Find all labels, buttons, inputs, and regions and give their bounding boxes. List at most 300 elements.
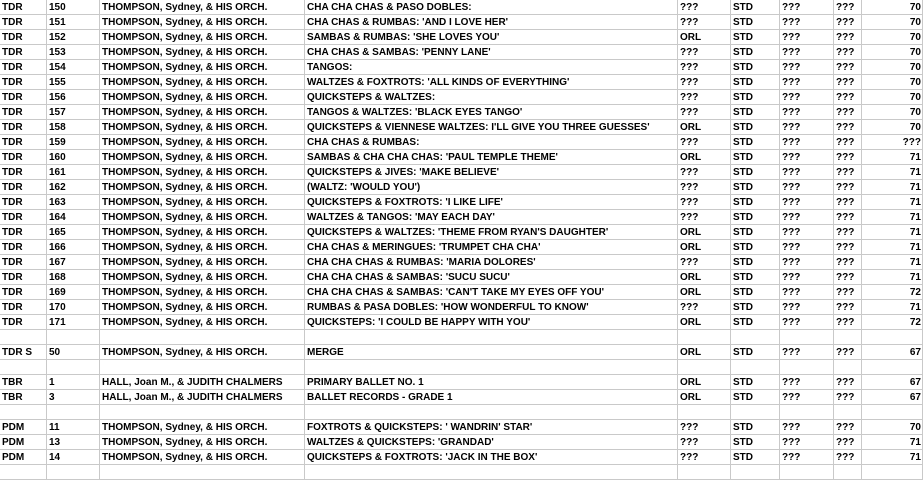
cell-col-label[interactable]: TDR: [0, 255, 47, 270]
cell-col-title[interactable]: CHA CHAS & RUMBAS: 'AND I LOVE HER': [305, 15, 678, 30]
table-row: [0, 255, 923, 270]
cell-col-b[interactable]: ???: [834, 375, 862, 390]
table-row: [0, 60, 923, 75]
cell-col-format[interactable]: ???: [678, 255, 731, 270]
cell-col-artist[interactable]: THOMPSON, Sydney, & HIS ORCH.: [100, 240, 305, 255]
cell-col-b[interactable]: ???: [834, 435, 862, 450]
cell-col-title[interactable]: [305, 330, 678, 345]
cell-col-speed[interactable]: STD: [731, 135, 780, 150]
cell-col-number[interactable]: [47, 405, 100, 420]
cell-col-year[interactable]: 71: [862, 435, 923, 450]
cell-col-b[interactable]: ???: [834, 60, 862, 75]
cell-col-year[interactable]: 72: [862, 315, 923, 330]
cell-col-title[interactable]: QUICKSTEPS & WALTZES:: [305, 90, 678, 105]
cell-col-title[interactable]: RUMBAS & PASA DOBLES: 'HOW WONDERFUL TO KNOW': [305, 300, 678, 315]
cell-col-speed[interactable]: STD: [731, 180, 780, 195]
cell-col-speed[interactable]: STD: [731, 450, 780, 465]
cell-col-artist[interactable]: THOMPSON, Sydney, & HIS ORCH.: [100, 180, 305, 195]
cell-col-title[interactable]: FOXTROTS & QUICKSTEPS: ' WANDRIN' STAR': [305, 420, 678, 435]
cell-col-b[interactable]: ???: [834, 165, 862, 180]
cell-col-artist[interactable]: THOMPSON, Sydney, & HIS ORCH.: [100, 450, 305, 465]
cell-col-a[interactable]: ???: [780, 390, 834, 405]
cell-col-format[interactable]: ???: [678, 300, 731, 315]
cell-col-a[interactable]: ???: [780, 195, 834, 210]
cell-col-artist[interactable]: THOMPSON, Sydney, & HIS ORCH.: [100, 225, 305, 240]
cell-col-b[interactable]: [834, 330, 862, 345]
cell-col-year[interactable]: 70: [862, 0, 923, 15]
cell-col-format[interactable]: ORL: [678, 120, 731, 135]
cell-col-title[interactable]: TANGOS:: [305, 60, 678, 75]
cell-col-number[interactable]: 166: [47, 240, 100, 255]
cell-col-artist[interactable]: [100, 330, 305, 345]
cell-col-format[interactable]: ???: [678, 180, 731, 195]
cell-col-label[interactable]: TDR: [0, 210, 47, 225]
cell-col-number[interactable]: 164: [47, 210, 100, 225]
cell-col-format[interactable]: [678, 330, 731, 345]
cell-col-title[interactable]: [305, 465, 678, 480]
cell-col-format[interactable]: ???: [678, 75, 731, 90]
cell-col-number[interactable]: 152: [47, 30, 100, 45]
cell-col-title[interactable]: CHA CHA CHAS & PASO DOBLES:: [305, 0, 678, 15]
cell-col-format[interactable]: [678, 465, 731, 480]
cell-col-b[interactable]: ???: [834, 120, 862, 135]
cell-col-a[interactable]: ???: [780, 210, 834, 225]
cell-col-label[interactable]: TDR: [0, 270, 47, 285]
cell-col-a[interactable]: ???: [780, 0, 834, 15]
cell-col-format[interactable]: ???: [678, 0, 731, 15]
cell-col-b[interactable]: ???: [834, 285, 862, 300]
cell-col-b[interactable]: ???: [834, 45, 862, 60]
cell-col-title[interactable]: BALLET RECORDS - GRADE 1: [305, 390, 678, 405]
cell-col-label[interactable]: TDR: [0, 225, 47, 240]
cell-col-speed[interactable]: STD: [731, 105, 780, 120]
cell-col-format[interactable]: [678, 360, 731, 375]
cell-col-b[interactable]: ???: [834, 270, 862, 285]
cell-col-label[interactable]: TDR: [0, 135, 47, 150]
cell-col-number[interactable]: 150: [47, 0, 100, 15]
cell-col-artist[interactable]: THOMPSON, Sydney, & HIS ORCH.: [100, 270, 305, 285]
cell-col-artist[interactable]: HALL, Joan M., & JUDITH CHALMERS: [100, 375, 305, 390]
cell-col-artist[interactable]: THOMPSON, Sydney, & HIS ORCH.: [100, 300, 305, 315]
cell-col-artist[interactable]: [100, 360, 305, 375]
cell-col-label[interactable]: TDR: [0, 105, 47, 120]
cell-col-a[interactable]: ???: [780, 450, 834, 465]
cell-col-year[interactable]: 70: [862, 60, 923, 75]
cell-col-number[interactable]: 162: [47, 180, 100, 195]
cell-col-number[interactable]: 11: [47, 420, 100, 435]
cell-col-year[interactable]: ???: [862, 135, 923, 150]
cell-col-label[interactable]: PDM: [0, 420, 47, 435]
cell-col-b[interactable]: ???: [834, 30, 862, 45]
cell-col-format[interactable]: ???: [678, 15, 731, 30]
cell-col-b[interactable]: ???: [834, 255, 862, 270]
cell-col-number[interactable]: 160: [47, 150, 100, 165]
cell-col-a[interactable]: ???: [780, 90, 834, 105]
cell-col-format[interactable]: ???: [678, 420, 731, 435]
cell-col-artist[interactable]: THOMPSON, Sydney, & HIS ORCH.: [100, 45, 305, 60]
cell-col-year[interactable]: 70: [862, 90, 923, 105]
cell-col-speed[interactable]: STD: [731, 375, 780, 390]
cell-col-label[interactable]: TDR: [0, 0, 47, 15]
cell-col-b[interactable]: ???: [834, 420, 862, 435]
cell-col-number[interactable]: 165: [47, 225, 100, 240]
table-row: [0, 30, 923, 45]
cell-col-speed[interactable]: STD: [731, 315, 780, 330]
cell-col-speed[interactable]: STD: [731, 30, 780, 45]
cell-col-year[interactable]: 67: [862, 390, 923, 405]
cell-col-artist[interactable]: THOMPSON, Sydney, & HIS ORCH.: [100, 165, 305, 180]
cell-col-number[interactable]: 50: [47, 345, 100, 360]
table-row: [0, 405, 923, 420]
cell-col-artist[interactable]: THOMPSON, Sydney, & HIS ORCH.: [100, 195, 305, 210]
cell-col-year[interactable]: 71: [862, 300, 923, 315]
cell-col-number[interactable]: 163: [47, 195, 100, 210]
cell-col-number[interactable]: [47, 465, 100, 480]
cell-col-artist[interactable]: THOMPSON, Sydney, & HIS ORCH.: [100, 90, 305, 105]
cell-col-speed[interactable]: STD: [731, 60, 780, 75]
cell-col-format[interactable]: ???: [678, 210, 731, 225]
cell-col-artist[interactable]: THOMPSON, Sydney, & HIS ORCH.: [100, 15, 305, 30]
cell-col-speed[interactable]: STD: [731, 210, 780, 225]
cell-col-artist[interactable]: THOMPSON, Sydney, & HIS ORCH.: [100, 345, 305, 360]
cell-col-artist[interactable]: THOMPSON, Sydney, & HIS ORCH.: [100, 105, 305, 120]
cell-col-artist[interactable]: THOMPSON, Sydney, & HIS ORCH.: [100, 315, 305, 330]
cell-col-speed[interactable]: [731, 360, 780, 375]
cell-col-year[interactable]: 72: [862, 285, 923, 300]
cell-col-format[interactable]: ORL: [678, 240, 731, 255]
cell-col-title[interactable]: QUICKSTEPS: 'I COULD BE HAPPY WITH YOU': [305, 315, 678, 330]
cell-col-a[interactable]: ???: [780, 105, 834, 120]
cell-col-label[interactable]: [0, 465, 47, 480]
cell-col-a[interactable]: [780, 360, 834, 375]
cell-col-title[interactable]: SAMBAS & RUMBAS: 'SHE LOVES YOU': [305, 30, 678, 45]
cell-col-speed[interactable]: STD: [731, 0, 780, 15]
cell-col-year[interactable]: 70: [862, 105, 923, 120]
cell-col-title[interactable]: CHA CHAS & SAMBAS: 'PENNY LANE': [305, 45, 678, 60]
cell-col-number[interactable]: 151: [47, 15, 100, 30]
cell-col-speed[interactable]: STD: [731, 285, 780, 300]
cell-col-b[interactable]: ???: [834, 75, 862, 90]
cell-col-format[interactable]: ???: [678, 450, 731, 465]
cell-col-artist[interactable]: THOMPSON, Sydney, & HIS ORCH.: [100, 30, 305, 45]
cell-col-title[interactable]: TANGOS & WALTZES: 'BLACK EYES TANGO': [305, 105, 678, 120]
cell-col-label[interactable]: TDR: [0, 75, 47, 90]
cell-col-title[interactable]: WALTZES & FOXTROTS: 'ALL KINDS OF EVERYTHING': [305, 75, 678, 90]
cell-col-a[interactable]: [780, 465, 834, 480]
cell-col-year[interactable]: 70: [862, 75, 923, 90]
cell-col-a[interactable]: ???: [780, 315, 834, 330]
cell-col-number[interactable]: 153: [47, 45, 100, 60]
cell-col-format[interactable]: ORL: [678, 285, 731, 300]
cell-col-label[interactable]: TDR: [0, 120, 47, 135]
cell-col-speed[interactable]: STD: [731, 255, 780, 270]
cell-col-year[interactable]: 70: [862, 420, 923, 435]
cell-col-title[interactable]: CHA CHAS & RUMBAS:: [305, 135, 678, 150]
cell-col-year[interactable]: 70: [862, 120, 923, 135]
cell-col-number[interactable]: 155: [47, 75, 100, 90]
cell-col-title[interactable]: WALTZES & TANGOS: 'MAY EACH DAY': [305, 210, 678, 225]
cell-col-year[interactable]: 71: [862, 225, 923, 240]
cell-col-number[interactable]: 161: [47, 165, 100, 180]
cell-col-label[interactable]: TDR S: [0, 345, 47, 360]
cell-col-speed[interactable]: [731, 405, 780, 420]
cell-col-title[interactable]: CHA CHAS & MERINGUES: 'TRUMPET CHA CHA': [305, 240, 678, 255]
cell-col-format[interactable]: ORL: [678, 375, 731, 390]
cell-col-title[interactable]: CHA CHA CHAS & SAMBAS: 'SUCU SUCU': [305, 270, 678, 285]
cell-col-label[interactable]: TDR: [0, 45, 47, 60]
cell-col-format[interactable]: [678, 405, 731, 420]
cell-col-b[interactable]: ???: [834, 300, 862, 315]
cell-col-a[interactable]: ???: [780, 420, 834, 435]
cell-col-year[interactable]: 70: [862, 30, 923, 45]
cell-col-title[interactable]: WALTZES & QUICKSTEPS: 'GRANDAD': [305, 435, 678, 450]
cell-col-title[interactable]: QUICKSTEPS & JIVES: 'MAKE BELIEVE': [305, 165, 678, 180]
cell-col-year[interactable]: 71: [862, 165, 923, 180]
cell-col-b[interactable]: [834, 360, 862, 375]
cell-col-speed[interactable]: STD: [731, 270, 780, 285]
cell-col-number[interactable]: 1: [47, 375, 100, 390]
cell-col-label[interactable]: [0, 360, 47, 375]
table-row: [0, 105, 923, 120]
cell-col-format[interactable]: ???: [678, 135, 731, 150]
cell-col-label[interactable]: TDR: [0, 150, 47, 165]
cell-col-a[interactable]: ???: [780, 255, 834, 270]
table-row: [0, 435, 923, 450]
cell-col-year[interactable]: 67: [862, 375, 923, 390]
cell-col-a[interactable]: ???: [780, 75, 834, 90]
table-row: [0, 150, 923, 165]
cell-col-format[interactable]: ???: [678, 435, 731, 450]
cell-col-label[interactable]: TDR: [0, 165, 47, 180]
cell-col-year[interactable]: 71: [862, 450, 923, 465]
cell-col-year[interactable]: 71: [862, 255, 923, 270]
cell-col-a[interactable]: ???: [780, 225, 834, 240]
cell-col-number[interactable]: 154: [47, 60, 100, 75]
cell-col-label[interactable]: TBR: [0, 390, 47, 405]
cell-col-artist[interactable]: THOMPSON, Sydney, & HIS ORCH.: [100, 255, 305, 270]
cell-col-year[interactable]: 71: [862, 270, 923, 285]
cell-col-format[interactable]: ???: [678, 60, 731, 75]
cell-col-a[interactable]: ???: [780, 135, 834, 150]
cell-col-title[interactable]: QUICKSTEPS & WALTZES: 'THEME FROM RYAN'S DAUGHTER': [305, 225, 678, 240]
cell-col-number[interactable]: 169: [47, 285, 100, 300]
cell-col-b[interactable]: ???: [834, 450, 862, 465]
cell-col-label[interactable]: TDR: [0, 285, 47, 300]
cell-col-a[interactable]: ???: [780, 30, 834, 45]
cell-col-artist[interactable]: THOMPSON, Sydney, & HIS ORCH.: [100, 435, 305, 450]
cell-col-a[interactable]: ???: [780, 45, 834, 60]
table-row: [0, 285, 923, 300]
cell-col-label[interactable]: PDM: [0, 450, 47, 465]
cell-col-number[interactable]: 159: [47, 135, 100, 150]
cell-col-number[interactable]: 13: [47, 435, 100, 450]
cell-col-title[interactable]: QUICKSTEPS & FOXTROTS: 'JACK IN THE BOX': [305, 450, 678, 465]
cell-col-b[interactable]: ???: [834, 390, 862, 405]
cell-col-format[interactable]: ORL: [678, 225, 731, 240]
cell-col-speed[interactable]: STD: [731, 15, 780, 30]
cell-col-year[interactable]: 71: [862, 150, 923, 165]
cell-col-label[interactable]: TDR: [0, 180, 47, 195]
cell-col-speed[interactable]: STD: [731, 420, 780, 435]
cell-col-artist[interactable]: THOMPSON, Sydney, & HIS ORCH.: [100, 210, 305, 225]
cell-col-format[interactable]: ???: [678, 165, 731, 180]
cell-col-label[interactable]: TDR: [0, 90, 47, 105]
cell-col-speed[interactable]: STD: [731, 120, 780, 135]
cell-col-speed[interactable]: STD: [731, 300, 780, 315]
cell-col-format[interactable]: ???: [678, 90, 731, 105]
cell-col-a[interactable]: ???: [780, 165, 834, 180]
cell-col-year[interactable]: 71: [862, 210, 923, 225]
cell-col-b[interactable]: ???: [834, 345, 862, 360]
cell-col-b[interactable]: ???: [834, 180, 862, 195]
cell-col-b[interactable]: ???: [834, 15, 862, 30]
cell-col-year[interactable]: [862, 330, 923, 345]
cell-col-number[interactable]: 156: [47, 90, 100, 105]
cell-col-speed[interactable]: STD: [731, 75, 780, 90]
cell-col-label[interactable]: TDR: [0, 240, 47, 255]
cell-col-number[interactable]: 170: [47, 300, 100, 315]
cell-col-b[interactable]: ???: [834, 210, 862, 225]
cell-col-speed[interactable]: [731, 465, 780, 480]
cell-col-a[interactable]: ???: [780, 240, 834, 255]
cell-col-number[interactable]: [47, 330, 100, 345]
cell-col-speed[interactable]: STD: [731, 345, 780, 360]
cell-col-a[interactable]: ???: [780, 150, 834, 165]
cell-col-b[interactable]: ???: [834, 225, 862, 240]
cell-col-a[interactable]: ???: [780, 15, 834, 30]
cell-col-number[interactable]: [47, 360, 100, 375]
cell-col-a[interactable]: ???: [780, 270, 834, 285]
cell-col-a[interactable]: ???: [780, 180, 834, 195]
cell-col-artist[interactable]: THOMPSON, Sydney, & HIS ORCH.: [100, 420, 305, 435]
cell-col-speed[interactable]: STD: [731, 435, 780, 450]
cell-col-title[interactable]: (WALTZ: 'WOULD YOU'): [305, 180, 678, 195]
cell-col-b[interactable]: ???: [834, 105, 862, 120]
cell-col-speed[interactable]: STD: [731, 90, 780, 105]
cell-col-format[interactable]: ORL: [678, 270, 731, 285]
cell-col-label[interactable]: [0, 405, 47, 420]
cell-col-b[interactable]: ???: [834, 315, 862, 330]
cell-col-format[interactable]: ORL: [678, 315, 731, 330]
cell-col-label[interactable]: TDR: [0, 195, 47, 210]
cell-col-label[interactable]: TDR: [0, 15, 47, 30]
cell-col-a[interactable]: ???: [780, 435, 834, 450]
cell-col-a[interactable]: ???: [780, 60, 834, 75]
cell-col-label[interactable]: [0, 330, 47, 345]
cell-col-artist[interactable]: THOMPSON, Sydney, & HIS ORCH.: [100, 135, 305, 150]
cell-col-year[interactable]: [862, 405, 923, 420]
cell-col-number[interactable]: 168: [47, 270, 100, 285]
cell-col-artist[interactable]: HALL, Joan M., & JUDITH CHALMERS: [100, 390, 305, 405]
cell-col-a[interactable]: [780, 405, 834, 420]
cell-col-artist[interactable]: THOMPSON, Sydney, & HIS ORCH.: [100, 285, 305, 300]
cell-col-speed[interactable]: STD: [731, 240, 780, 255]
cell-col-b[interactable]: ???: [834, 150, 862, 165]
cell-col-a[interactable]: [780, 330, 834, 345]
cell-col-year[interactable]: 71: [862, 180, 923, 195]
cell-col-b[interactable]: ???: [834, 0, 862, 15]
cell-col-title[interactable]: SAMBAS & CHA CHA CHAS: 'PAUL TEMPLE THEME': [305, 150, 678, 165]
cell-col-speed[interactable]: STD: [731, 150, 780, 165]
cell-col-format[interactable]: ???: [678, 45, 731, 60]
cell-col-number[interactable]: 171: [47, 315, 100, 330]
cell-col-artist[interactable]: THOMPSON, Sydney, & HIS ORCH.: [100, 120, 305, 135]
cell-col-number[interactable]: 157: [47, 105, 100, 120]
cell-col-number[interactable]: 158: [47, 120, 100, 135]
cell-col-title[interactable]: [305, 405, 678, 420]
cell-col-artist[interactable]: [100, 405, 305, 420]
cell-col-year[interactable]: 71: [862, 240, 923, 255]
cell-col-a[interactable]: ???: [780, 285, 834, 300]
cell-col-year[interactable]: [862, 360, 923, 375]
cell-col-artist[interactable]: THOMPSON, Sydney, & HIS ORCH.: [100, 60, 305, 75]
cell-col-speed[interactable]: STD: [731, 165, 780, 180]
cell-col-format[interactable]: ???: [678, 105, 731, 120]
cell-col-format[interactable]: ORL: [678, 150, 731, 165]
cell-col-speed[interactable]: STD: [731, 225, 780, 240]
cell-col-year[interactable]: 67: [862, 345, 923, 360]
cell-col-number[interactable]: 14: [47, 450, 100, 465]
cell-col-year[interactable]: [862, 465, 923, 480]
cell-col-a[interactable]: ???: [780, 120, 834, 135]
cell-col-b[interactable]: ???: [834, 195, 862, 210]
cell-col-title[interactable]: CHA CHA CHAS & SAMBAS: 'CAN'T TAKE MY EYES OFF YOU': [305, 285, 678, 300]
cell-col-label[interactable]: PDM: [0, 435, 47, 450]
cell-col-artist[interactable]: THOMPSON, Sydney, & HIS ORCH.: [100, 150, 305, 165]
cell-col-artist[interactable]: [100, 465, 305, 480]
cell-col-speed[interactable]: STD: [731, 195, 780, 210]
cell-col-a[interactable]: ???: [780, 375, 834, 390]
cell-col-number[interactable]: 3: [47, 390, 100, 405]
table-row: [0, 195, 923, 210]
table-row: [0, 135, 923, 150]
cell-col-a[interactable]: ???: [780, 345, 834, 360]
cell-col-artist[interactable]: THOMPSON, Sydney, & HIS ORCH.: [100, 0, 305, 15]
cell-col-title[interactable]: CHA CHA CHAS & RUMBAS: 'MARIA DOLORES': [305, 255, 678, 270]
cell-col-title[interactable]: QUICKSTEPS & VIENNESE WALTZES: I'LL GIVE YOU THREE GUESSES': [305, 120, 678, 135]
cell-col-title[interactable]: MERGE: [305, 345, 678, 360]
cell-col-b[interactable]: ???: [834, 90, 862, 105]
table-row: [0, 375, 923, 390]
cell-col-b[interactable]: [834, 465, 862, 480]
cell-col-format[interactable]: ???: [678, 195, 731, 210]
cell-col-year[interactable]: 70: [862, 15, 923, 30]
cell-col-label[interactable]: TDR: [0, 315, 47, 330]
cell-col-format[interactable]: ORL: [678, 345, 731, 360]
cell-col-b[interactable]: ???: [834, 240, 862, 255]
cell-col-label[interactable]: TDR: [0, 60, 47, 75]
cell-col-label[interactable]: TDR: [0, 30, 47, 45]
cell-col-label[interactable]: TDR: [0, 300, 47, 315]
cell-col-title[interactable]: QUICKSTEPS & FOXTROTS: 'I LIKE LIFE': [305, 195, 678, 210]
cell-col-a[interactable]: ???: [780, 300, 834, 315]
cell-col-number[interactable]: 167: [47, 255, 100, 270]
cell-col-title[interactable]: PRIMARY BALLET NO. 1: [305, 375, 678, 390]
cell-col-speed[interactable]: [731, 330, 780, 345]
cell-col-speed[interactable]: STD: [731, 390, 780, 405]
cell-col-title[interactable]: [305, 360, 678, 375]
cell-col-year[interactable]: 70: [862, 45, 923, 60]
cell-col-label[interactable]: TBR: [0, 375, 47, 390]
cell-col-format[interactable]: ORL: [678, 30, 731, 45]
table-row: [0, 270, 923, 285]
cell-col-b[interactable]: [834, 405, 862, 420]
cell-col-format[interactable]: ORL: [678, 390, 731, 405]
cell-col-b[interactable]: ???: [834, 135, 862, 150]
cell-col-artist[interactable]: THOMPSON, Sydney, & HIS ORCH.: [100, 75, 305, 90]
cell-col-speed[interactable]: STD: [731, 45, 780, 60]
cell-col-year[interactable]: 71: [862, 195, 923, 210]
